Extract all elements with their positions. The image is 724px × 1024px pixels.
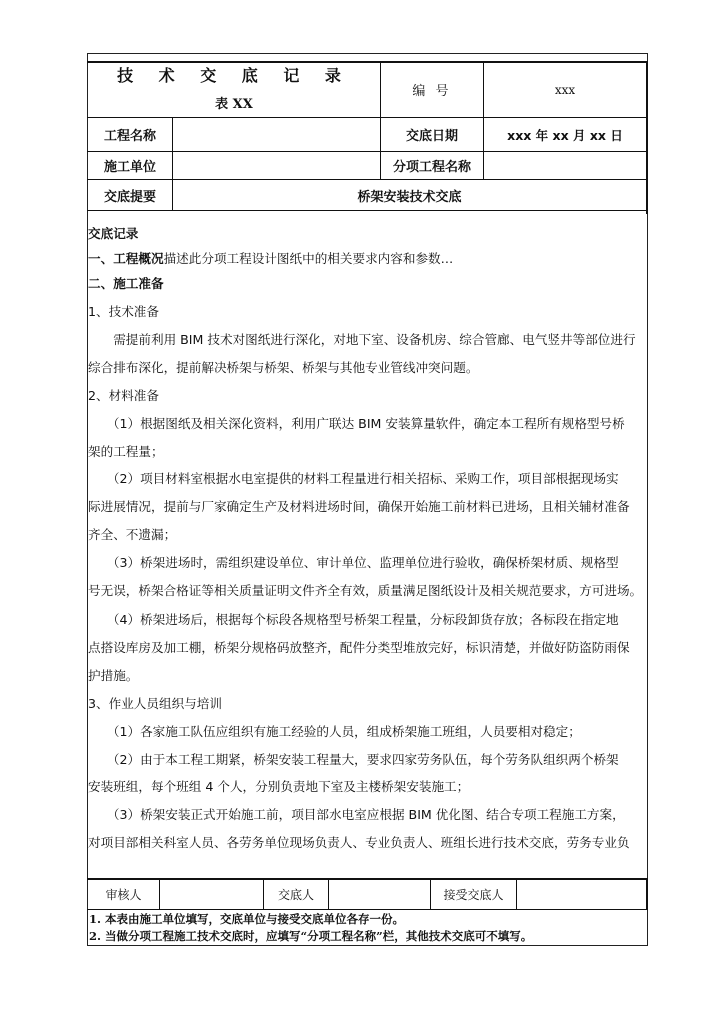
signature-bottom-rule [87,909,648,910]
summary-label: 交底提要 [103,189,156,205]
section-heading: 二、施工准备 [88,276,164,291]
note-2: 2. 当做分项工程施工技术交底时，应填写“分项工程名称”栏，其他技术交底可不填写。 [89,929,533,943]
record-heading: 交底记录 [88,226,139,241]
form-title: 技 术 交 底 记 录 [117,65,351,85]
reviewer-label: 审核人 [105,887,142,902]
record-line: （1）各家施工队伍应组织有施工经验的人员，组成桥架施工班组，人员要相对稳定； [88,724,581,739]
record-line: 护措施。 [88,668,139,683]
receiver-field[interactable] [517,879,646,909]
project-name-label: 工程名称 [103,129,156,144]
record-line: （3）桥架安装正式开始施工前，项目部水电室应根据 BIM 优化图、结合专项工程施工方案， [88,807,625,822]
record-line: 点搭设库房及加工棚，桥架分规格码放整齐，配件分类型堆放完好，标识清楚，并做好防盗防雨保 [88,640,630,655]
discloser-label: 交底人 [277,887,314,902]
record-line: 需提前利用 BIM 技术对图纸进行深化，对地下室、设备机房、综合管廊、电气竖井等部位进行 [88,332,636,347]
construction-unit-label: 施工单位 [103,160,156,175]
record-line: （4）桥架进场后，根据每个标段各规格型号桥架工程量，分标段卸货存放；各标段在指定地 [88,612,619,627]
reviewer-field[interactable] [160,879,263,909]
record-line: 一、工程概况描述此分项工程设计图纸中的相关要求内容和参数… [88,251,454,266]
record-line: （2）项目材料室根据水电室提供的材料工程量进行相关招标、采购工作，项目部根据现场实 [88,471,619,486]
date-label: 交底日期 [405,129,458,144]
record-line: 号无误，桥架合格证等相关质量证明文件齐全有效，质量满足图纸设计及相关规范要求，方可进场。 [88,583,643,598]
record-line: 架的工程量； [88,444,164,459]
subsection-heading: 3、作业人员组织与培训 [88,696,222,711]
overview-text: 描述此分项工程设计图纸中的相关要求内容和参数… [163,251,454,266]
subsection-heading: 2、材料准备 [88,388,159,403]
summary-value: 桥架安装技术交底 [357,189,462,205]
project-name-field[interactable] [173,118,380,151]
header-right-rule [646,61,648,214]
date-value[interactable]: xxx 年 xx 月 xx 日 [507,127,623,143]
record-line: 对项目部相关科室人员、各劳务单位现场负责人、专业负责人、班组长进行技术交底，劳务专业负 [88,835,630,850]
code-value: xxx [554,82,576,97]
record-line: （3）桥架进场时，需组织建设单位、审计单位、监理单位进行验收，确保桥架材质、规格型 [88,555,619,570]
construction-unit-field[interactable] [173,152,380,179]
record-line: 综合排布深化，提前解决桥架与桥架、桥架与其他专业管线冲突问题。 [88,360,479,375]
sub-project-label: 分项工程名称 [392,160,471,175]
record-line: 际进展情况，提前与厂家确定生产及材料进场时间，确保开始施工前材料已进场，且相关辅材准备 [88,499,630,514]
discloser-field[interactable] [329,879,430,909]
row-rule-4 [87,210,648,211]
subsection-heading: 1、技术准备 [88,304,159,319]
form-number: 表 XX [215,96,253,112]
note-1: 1. 本表由施工单位填写，交底单位与接受交底单位各存一份。 [89,912,405,926]
record-line: 安装班组，每个班组 4 个人，分别负责地下室及主楼桥架安装施工； [88,779,470,794]
record-line: 齐全、不遗漏； [88,527,177,542]
record-line: （1）根据图纸及相关深化资料，利用广联达 BIM 安装算量软件，确定本工程所有规格型号桥 [88,416,625,431]
receiver-label: 接受交底人 [443,887,504,902]
record-line: （2）由于本工程工期紧，桥架安装工程量大，要求四家劳务队伍，每个劳务队组织两个桥架 [88,752,619,767]
code-label: 编 号 [412,84,452,99]
signature-right-rule [646,878,648,910]
sub-project-field[interactable] [484,152,646,179]
record-body [88,220,644,860]
